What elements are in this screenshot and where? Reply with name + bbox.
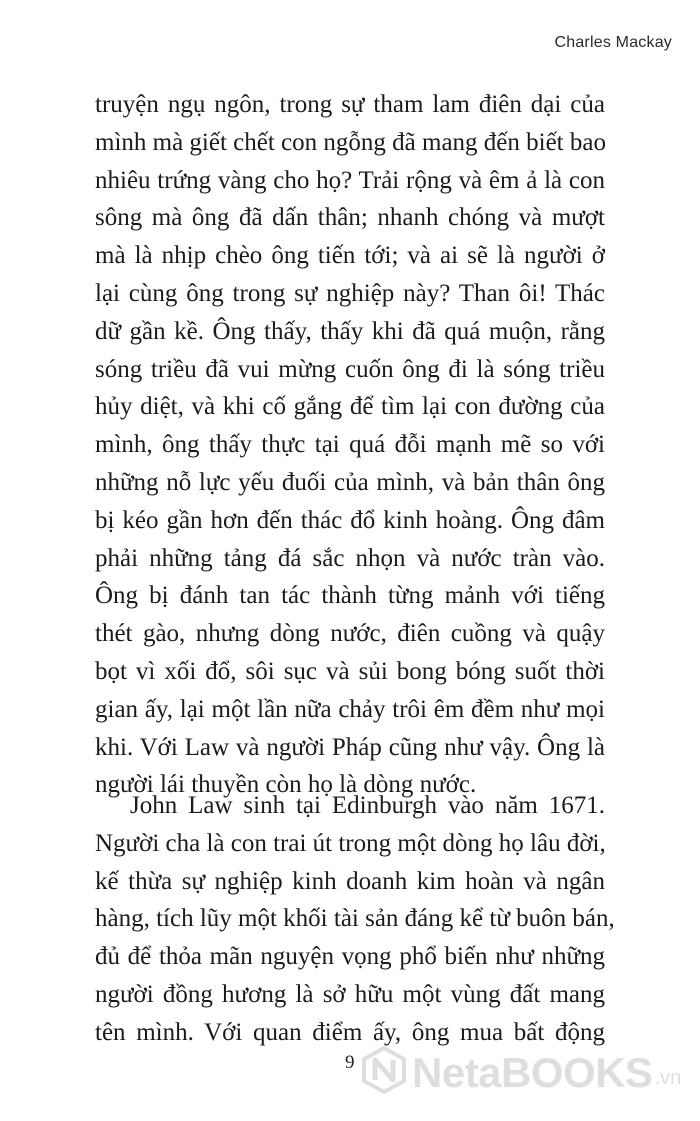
text-line: kế thừa sự nghiệp kinh doanh kim hoàn và ngân <box>95 867 605 895</box>
text-line: lại cùng ông trong sự nghiệp này? Than ôi! Thác <box>95 279 605 307</box>
page-number: 9 <box>345 1052 355 1073</box>
text-line: truyện ngụ ngôn, trong sự tham lam điên dại của <box>95 91 605 118</box>
text-line: John Law sinh tại Edinburgh vào năm 1671. <box>130 792 605 819</box>
text-line: sóng triều đã vui mừng cuốn ông đi là sóng triều <box>95 355 605 383</box>
text-line: dữ gần kề. Ông thấy, thấy khi đã quá muộn, rằng <box>95 317 605 345</box>
text-line: đủ để thỏa mãn nguyện vọng phổ biến như những <box>95 943 605 971</box>
text-line: người lái thuyền còn họ là dòng nước. <box>95 771 477 799</box>
body-paragraph-1 <box>95 86 605 804</box>
text-line: mình, ông thấy thực tại quá đỗi mạnh mẽ so với <box>95 431 605 459</box>
text-line: thét gào, nhưng dòng nước, điên cuồng và quậy <box>95 620 605 648</box>
text-line: nhiêu trứng vàng cho họ? Trải rộng và êm ả là con <box>95 166 605 194</box>
text-line: mình mà giết chết con ngỗng đã mang đến biết bao <box>95 128 606 156</box>
text-line: mà là nhịp chèo ông tiến tới; và ai sẽ là người ở <box>95 242 605 270</box>
text-line: những nỗ lực yếu đuối của mình, và bản thân ông <box>95 468 605 496</box>
text-line: bọt vì xối đổ, sôi sục và sủi bong bóng suốt thời <box>95 657 605 685</box>
text-line: phải những tảng đá sắc nhọn và nước tràn vào. <box>95 544 605 572</box>
body-paragraph-2 <box>95 787 615 1052</box>
text-line: bị kéo gần hơn đến thác đổ kinh hoàng. Ông đâm <box>95 506 605 534</box>
text-line: hàng, tích lũy một khối tài sản đáng kể từ buôn bán, <box>95 905 615 933</box>
text-line: sông mà ông đã dấn thân; nhanh chóng và mượt <box>95 204 605 232</box>
watermark <box>360 1046 681 1099</box>
text-line: khi. Với Law và người Pháp cũng như vậy. Ông là <box>95 733 605 761</box>
text-line: gian ấy, lại một lần nữa chảy trôi êm đềm như mọi <box>95 695 605 723</box>
text-line: hủy diệt, và khi cố gắng để tìm lại con đường của <box>95 393 605 421</box>
running-header-author: Charles Mackay <box>554 34 672 51</box>
watermark-suffix: .vn <box>654 1067 682 1089</box>
text-line: Ông bị đánh tan tác thành từng mảnh với tiếng <box>95 582 605 610</box>
text-line: tên mình. Với quan điểm ấy, ông mua bất động <box>95 1018 605 1046</box>
netabooks-logo-icon <box>360 1046 408 1099</box>
text-line: Người cha là con trai út trong một dòng họ lâu đời, <box>95 829 606 857</box>
watermark-text: NetaBOOKS <box>412 1048 653 1096</box>
text-line: người đồng hương là sở hữu một vùng đất mang <box>95 980 605 1008</box>
